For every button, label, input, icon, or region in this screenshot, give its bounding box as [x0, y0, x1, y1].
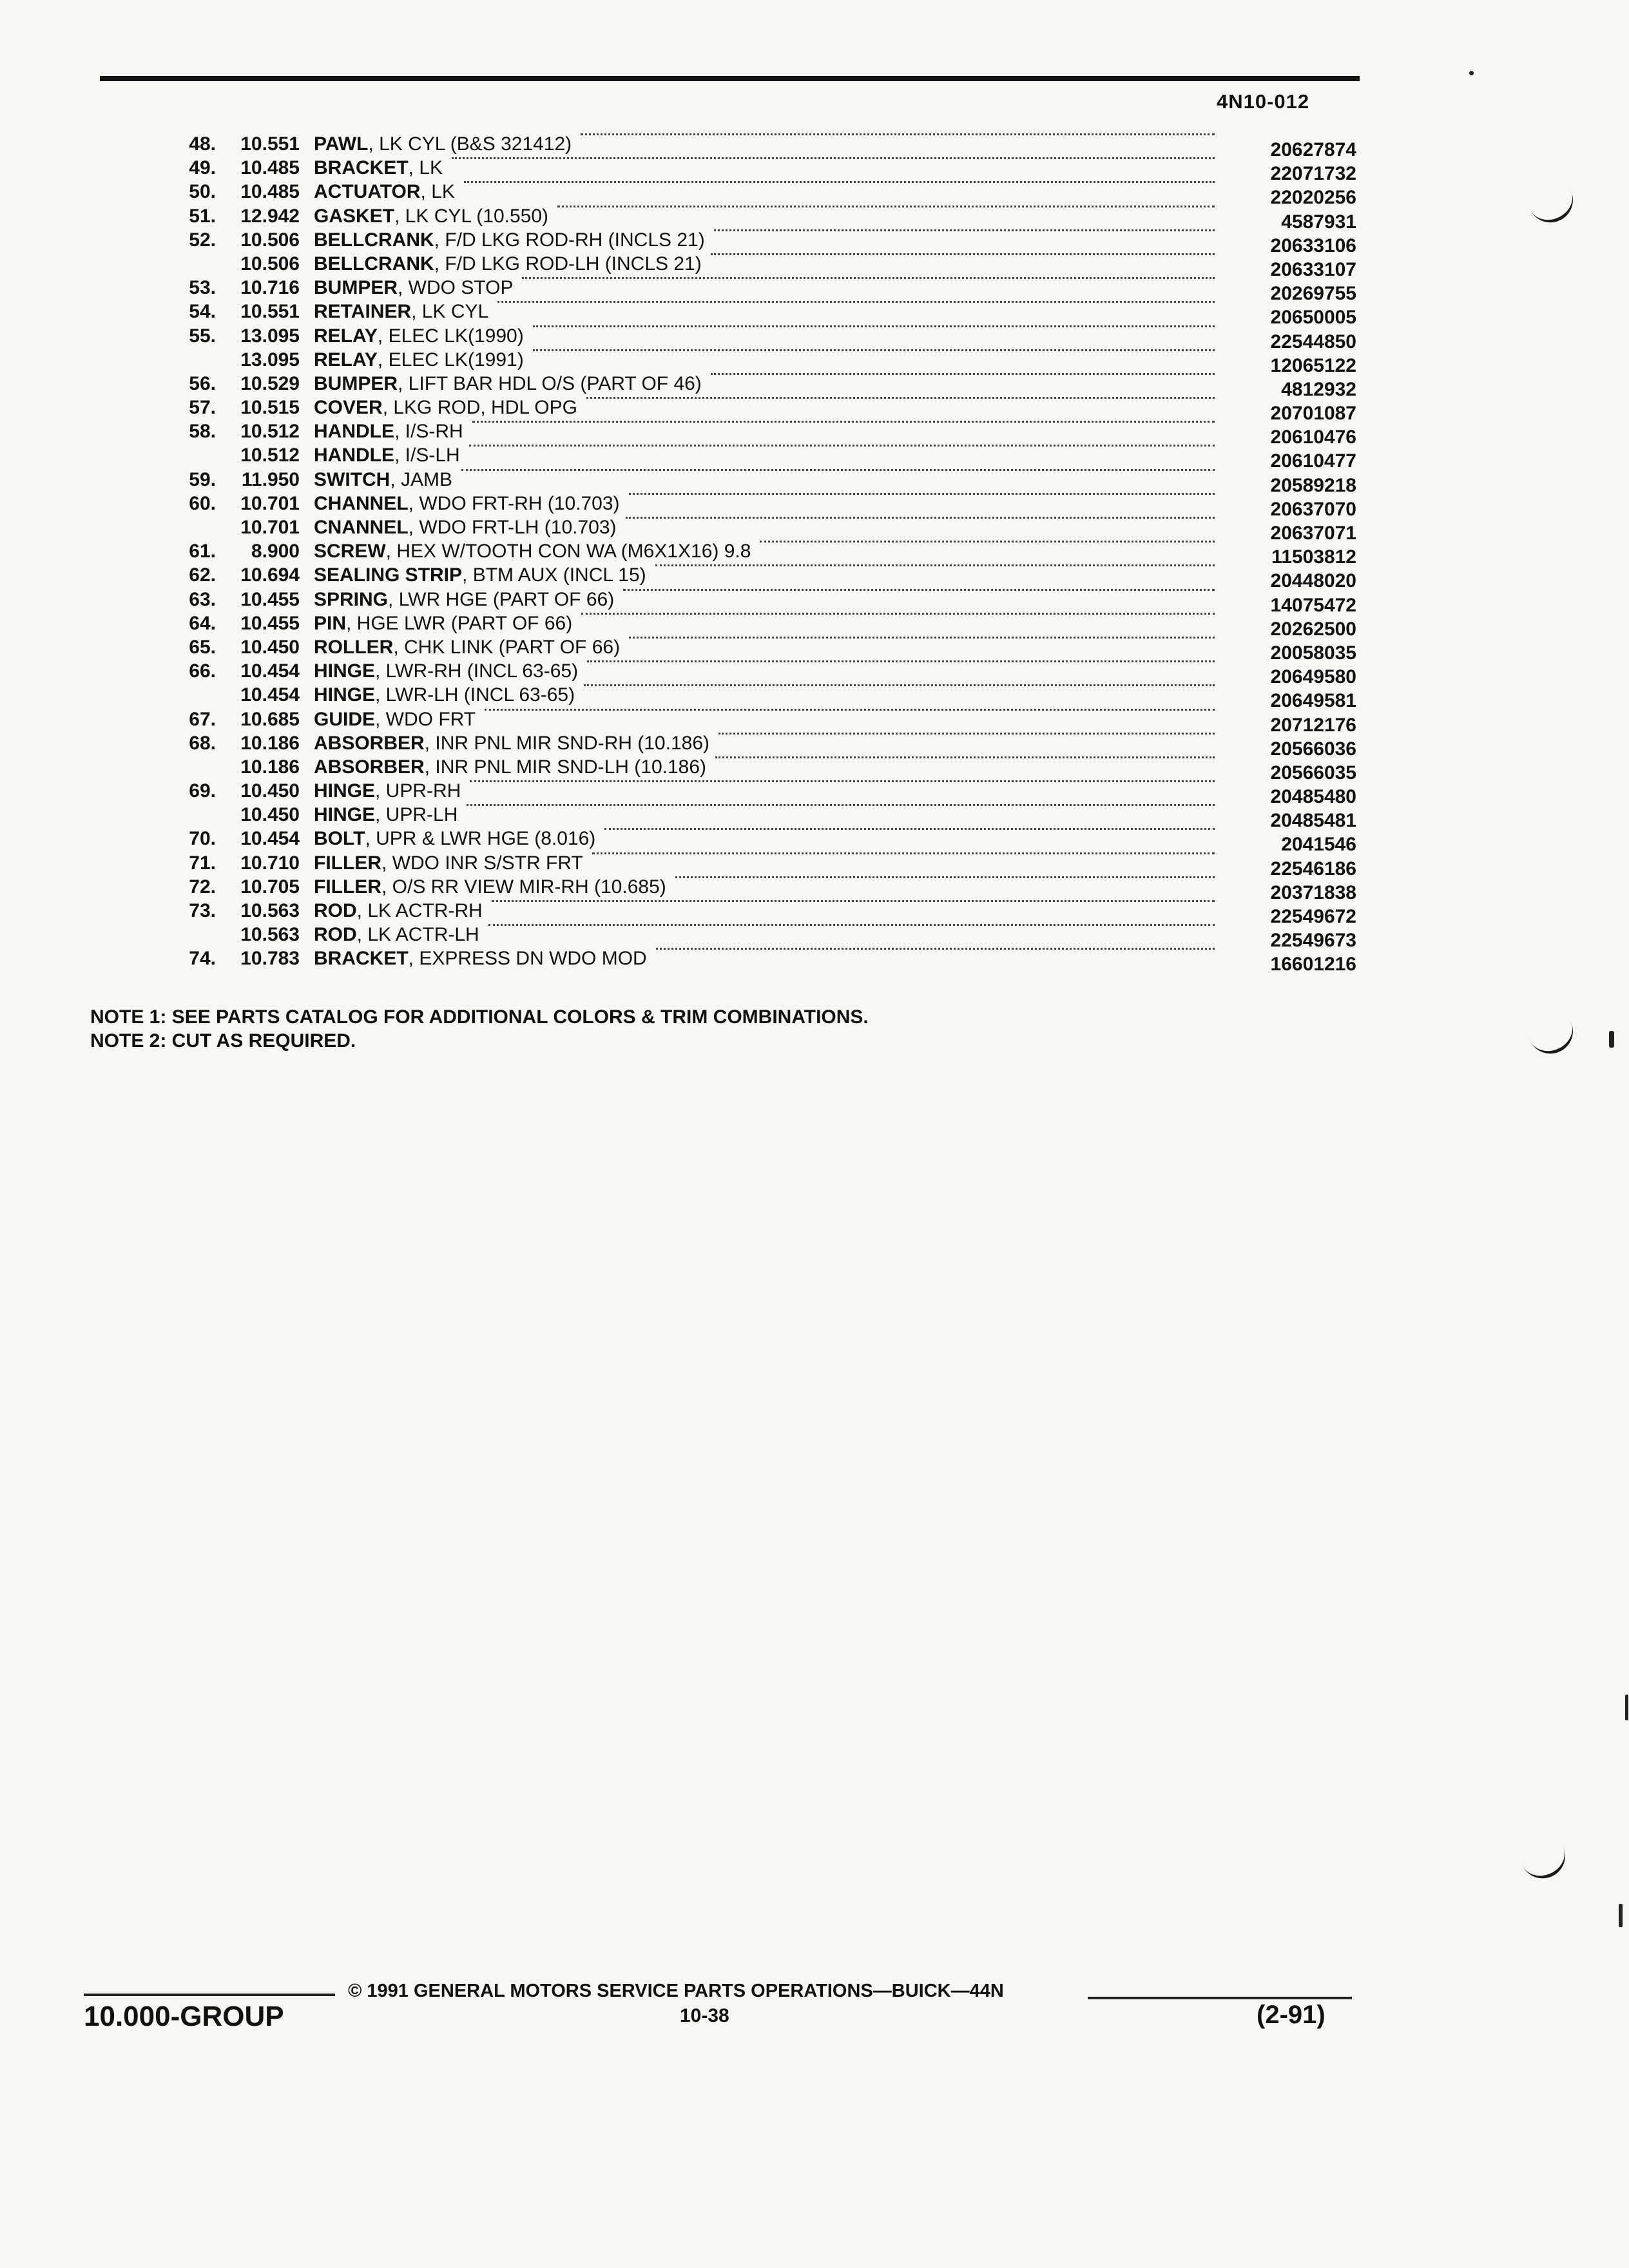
- part-description: [314, 659, 578, 683]
- part-number: 20566036: [1270, 738, 1356, 760]
- part-qualifier: , I/S-LH: [394, 445, 460, 466]
- part-name: ABSORBER: [314, 732, 425, 754]
- part-row: [0, 588, 1629, 616]
- item-number: 55.: [189, 325, 216, 347]
- group-number: 10.450: [240, 636, 300, 658]
- notes: [90, 1005, 869, 1053]
- dot-leader: [586, 396, 1215, 399]
- part-number: 22020256: [1270, 187, 1356, 209]
- part-number: 20485480: [1270, 786, 1356, 808]
- item-number: 63.: [189, 588, 216, 610]
- part-name: HINGE: [314, 780, 376, 802]
- part-qualifier: , LK CYL (10.550): [394, 205, 549, 227]
- part-description: [314, 851, 583, 875]
- part-row: [0, 803, 1629, 832]
- group-number: 10.710: [240, 852, 300, 874]
- part-description: [314, 348, 524, 372]
- part-number: 20633106: [1270, 235, 1356, 256]
- binder-hole-mark: [1522, 1004, 1581, 1061]
- dot-leader: [718, 731, 1215, 735]
- dot-leader: [675, 875, 1215, 878]
- group-number: 10.529: [240, 372, 300, 394]
- group-number: 10.783: [240, 948, 300, 970]
- part-qualifier: , WDO INR S/STR FRT: [381, 852, 583, 874]
- part-name: CHANNEL: [314, 492, 409, 514]
- part-qualifier: , INR PNL MIR SND-LH (10.186): [424, 756, 707, 778]
- part-description: [314, 276, 513, 300]
- item-number: 58.: [189, 421, 216, 443]
- dot-leader: [715, 755, 1215, 758]
- part-qualifier: , F/D LKG ROD-LH (INCLS 21): [434, 253, 702, 274]
- part-row: [0, 180, 1629, 209]
- dot-leader: [592, 851, 1215, 854]
- item-number: 61.: [189, 541, 216, 562]
- dot-leader: [655, 563, 1215, 566]
- part-number: 12065122: [1270, 354, 1356, 376]
- part-name: SPRING: [314, 588, 389, 610]
- dot-leader: [467, 803, 1215, 806]
- part-name: ROLLER: [314, 636, 394, 658]
- part-row: [0, 348, 1629, 376]
- item-number: 49.: [189, 157, 216, 179]
- part-description: [314, 443, 460, 467]
- part-row: [0, 563, 1629, 592]
- part-name: GASKET: [314, 205, 395, 227]
- part-name: ROD: [314, 900, 357, 921]
- part-number: 22071732: [1270, 163, 1356, 185]
- part-row: [0, 228, 1629, 256]
- part-number: 20589218: [1270, 474, 1356, 496]
- item-number: 54.: [189, 301, 216, 323]
- group-number: 10.454: [240, 660, 300, 682]
- part-name: SCREW: [314, 541, 386, 562]
- part-qualifier: , LK: [408, 157, 443, 179]
- group-number: 11.950: [241, 468, 300, 490]
- part-name: BRACKET: [314, 948, 409, 970]
- dot-leader: [581, 611, 1215, 615]
- group-number: 13.095: [240, 325, 300, 347]
- part-name: SEALING STRIP: [314, 564, 463, 586]
- part-description: [314, 156, 443, 180]
- part-qualifier: , WDO FRT-LH (10.703): [408, 517, 617, 538]
- item-number: 56.: [189, 372, 216, 394]
- part-name: SWITCH: [314, 468, 390, 490]
- footer-page-number: 10-38: [680, 2005, 729, 2026]
- part-row: [0, 923, 1629, 952]
- part-number: 11503812: [1271, 546, 1356, 568]
- group-number: 10.450: [240, 804, 300, 826]
- part-number: 22544850: [1270, 331, 1356, 352]
- part-description: [314, 947, 647, 970]
- part-description: [314, 228, 705, 252]
- item-number: 52.: [189, 229, 216, 251]
- group-number: 10.694: [240, 564, 300, 586]
- part-qualifier: , WDO FRT: [375, 708, 476, 730]
- part-description: [314, 755, 706, 779]
- part-number: 2041546: [1281, 834, 1356, 856]
- part-name: BUMPER: [314, 277, 398, 299]
- part-description: [314, 875, 666, 899]
- part-description: [314, 252, 702, 276]
- dot-leader: [469, 443, 1215, 447]
- item-number: 50.: [189, 181, 216, 203]
- part-number: 20637071: [1270, 523, 1356, 544]
- dot-leader: [470, 779, 1215, 782]
- top-rule: [100, 76, 1360, 81]
- dot-leader: [584, 683, 1215, 686]
- part-description: [314, 731, 709, 755]
- part-row: [0, 156, 1629, 185]
- group-number: 8.900: [251, 541, 300, 562]
- part-qualifier: , LWR-LH (INCL 63-65): [375, 684, 575, 706]
- part-description: [314, 899, 483, 923]
- part-number: 22549673: [1270, 930, 1356, 952]
- note-line: NOTE 1: SEE PARTS CATALOG FOR ADDITIONAL COLORS & TRIM COMBINATIONS.: [90, 1006, 869, 1028]
- group-number: 10.701: [240, 492, 300, 514]
- dot-leader: [497, 300, 1215, 303]
- part-row: [0, 875, 1629, 903]
- item-number: 67.: [189, 708, 216, 730]
- part-row: [0, 132, 1629, 160]
- dot-leader: [623, 588, 1215, 591]
- part-qualifier: , UPR-LH: [375, 804, 458, 826]
- part-number: 20485481: [1270, 810, 1356, 832]
- part-number: 20637070: [1270, 498, 1356, 520]
- part-qualifier: , HEX W/TOOTH CON WA (M6X1X16) 9.8: [385, 541, 751, 562]
- group-number: 12.942: [240, 205, 300, 227]
- part-row: [0, 755, 1629, 783]
- dot-leader: [714, 228, 1215, 231]
- part-row: [0, 611, 1629, 640]
- part-name: RETAINER: [314, 301, 412, 323]
- part-qualifier: , F/D LKG ROD-RH (INCLS 21): [434, 229, 705, 251]
- part-qualifier: , LK CYL (B&S 321412): [368, 133, 572, 155]
- dot-leader: [581, 132, 1215, 135]
- dot-leader: [557, 204, 1215, 207]
- part-row: [0, 372, 1629, 400]
- part-description: [314, 803, 458, 827]
- part-qualifier: , LK ACTR-LH: [356, 924, 479, 946]
- part-number: 20649581: [1270, 690, 1356, 712]
- part-row: [0, 851, 1629, 879]
- group-number: 10.563: [240, 900, 300, 921]
- note-line: NOTE 2: CUT AS REQUIRED.: [90, 1030, 356, 1052]
- group-number: 10.701: [240, 517, 300, 538]
- item-number: 53.: [189, 277, 216, 299]
- dot-leader: [711, 252, 1215, 255]
- group-number: 10.551: [240, 133, 300, 155]
- speck: [1625, 1695, 1628, 1720]
- dot-leader: [711, 372, 1215, 375]
- speck: [1619, 1904, 1623, 1927]
- group-number: 10.512: [240, 421, 300, 443]
- dot-leader: [472, 419, 1215, 423]
- part-number: 20610477: [1270, 450, 1356, 472]
- part-name: GUIDE: [314, 708, 376, 730]
- group-number: 10.454: [240, 828, 300, 850]
- part-qualifier: , HGE LWR (PART OF 66): [346, 612, 573, 634]
- part-name: HANDLE: [314, 445, 394, 466]
- group-number: 10.186: [240, 756, 300, 778]
- item-number: 72.: [189, 876, 216, 898]
- footer-date: (2-91): [1257, 2001, 1325, 2029]
- part-row: [0, 827, 1629, 856]
- part-number: 20701087: [1270, 403, 1356, 425]
- group-number: 10.506: [240, 229, 300, 251]
- part-number: 20712176: [1270, 714, 1356, 736]
- part-row: [0, 779, 1629, 808]
- footer-group-label: 10.000-GROUP: [84, 2001, 284, 2032]
- part-qualifier: , UPR & LWR HGE (8.016): [365, 828, 596, 850]
- item-number: 70.: [189, 828, 216, 850]
- part-qualifier: , LWR-RH (INCL 63-65): [375, 660, 579, 682]
- dot-leader: [533, 348, 1215, 351]
- part-number: 20371838: [1270, 881, 1356, 903]
- part-number: 20627874: [1270, 139, 1356, 160]
- part-qualifier: , LKG ROD, HDL OPG: [382, 397, 577, 419]
- dot-leader: [522, 276, 1215, 279]
- part-name: COVER: [314, 397, 383, 419]
- part-name: CNANNEL: [314, 517, 409, 538]
- dot-leader: [604, 827, 1215, 830]
- part-number: 14075472: [1270, 594, 1356, 616]
- part-number: 22546186: [1270, 858, 1356, 879]
- part-number: 20566035: [1270, 762, 1356, 783]
- group-number: 10.512: [240, 445, 300, 466]
- part-name: HANDLE: [314, 421, 394, 443]
- part-qualifier: , ELEC LK(1990): [377, 325, 524, 347]
- part-row: [0, 947, 1629, 975]
- item-number: 71.: [189, 852, 216, 874]
- item-number: 68.: [189, 732, 216, 754]
- dot-leader: [629, 492, 1215, 495]
- part-qualifier: , LWR HGE (PART OF 66): [388, 588, 615, 610]
- dot-leader: [760, 539, 1215, 543]
- part-description: [314, 611, 572, 635]
- part-description: [314, 132, 572, 156]
- part-number: 20058035: [1270, 642, 1356, 664]
- part-qualifier: , BTM AUX (INCL 15): [462, 564, 646, 586]
- item-number: 69.: [189, 780, 216, 802]
- part-row: [0, 899, 1629, 927]
- item-number: 65.: [189, 636, 216, 658]
- group-number: 10.485: [240, 181, 300, 203]
- dot-leader: [464, 180, 1215, 183]
- part-number: 20448020: [1270, 570, 1356, 592]
- part-description: [314, 563, 646, 587]
- part-description: [314, 419, 463, 443]
- item-number: 57.: [189, 397, 216, 419]
- part-name: BRACKET: [314, 157, 409, 179]
- item-number: 64.: [189, 612, 216, 634]
- part-name: BELLCRANK: [314, 253, 434, 274]
- part-number: 16601216: [1270, 954, 1356, 975]
- part-description: [314, 515, 617, 539]
- dot-leader: [629, 635, 1215, 639]
- group-number: 10.705: [240, 876, 300, 898]
- item-number: 62.: [189, 564, 216, 586]
- part-number: 22549672: [1270, 906, 1356, 927]
- part-name: HINGE: [314, 804, 376, 826]
- part-description: [314, 204, 548, 228]
- part-description: [314, 635, 620, 659]
- item-number: 66.: [189, 660, 216, 682]
- part-row: [0, 539, 1629, 568]
- part-row: [0, 515, 1629, 544]
- part-row: [0, 324, 1629, 352]
- part-description: [314, 180, 455, 204]
- dot-leader: [656, 947, 1215, 950]
- part-name: ACTUATOR: [314, 181, 421, 203]
- group-number: 10.515: [240, 397, 300, 419]
- part-qualifier: , LK: [420, 181, 455, 203]
- item-number: 48.: [189, 133, 216, 155]
- speck: [1469, 71, 1474, 75]
- speck: [1609, 1031, 1614, 1048]
- part-row: [0, 300, 1629, 329]
- part-qualifier: , WDO FRT-RH (10.703): [408, 492, 620, 514]
- part-row: [0, 443, 1629, 472]
- part-number: 20269755: [1270, 283, 1356, 305]
- part-description: [314, 707, 476, 731]
- group-number: 10.551: [240, 301, 300, 323]
- part-description: [314, 396, 577, 419]
- part-description: [314, 300, 488, 323]
- group-number: 10.563: [240, 924, 300, 946]
- part-row: [0, 683, 1629, 712]
- part-name: HINGE: [314, 660, 376, 682]
- part-row: [0, 468, 1629, 496]
- item-number: 73.: [189, 900, 216, 921]
- part-qualifier: , UPR-RH: [375, 780, 461, 802]
- part-qualifier: , LK CYL: [411, 301, 489, 323]
- item-number: 51.: [189, 205, 216, 227]
- part-name: ROD: [314, 924, 357, 946]
- part-row: [0, 731, 1629, 760]
- part-description: [314, 923, 479, 947]
- part-description: [314, 539, 751, 563]
- dot-leader: [626, 515, 1215, 519]
- item-number: 60.: [189, 492, 216, 514]
- part-qualifier: , LK ACTR-RH: [356, 900, 483, 921]
- group-number: 10.450: [240, 780, 300, 802]
- part-name: ABSORBER: [314, 756, 425, 778]
- part-row: [0, 252, 1629, 280]
- group-number: 10.454: [240, 684, 300, 706]
- part-row: [0, 707, 1629, 736]
- footer-rule-left: [84, 1994, 335, 1996]
- part-qualifier: , CHK LINK (PART OF 66): [393, 636, 621, 658]
- part-qualifier: , ELEC LK(1991): [377, 349, 524, 370]
- part-name: BOLT: [314, 828, 365, 850]
- part-description: [314, 372, 702, 396]
- dot-leader: [587, 659, 1215, 662]
- part-name: RELAY: [314, 325, 378, 347]
- part-qualifier: , INR PNL MIR SND-RH (10.186): [424, 732, 709, 754]
- parts-list: [0, 132, 1629, 975]
- part-description: [314, 827, 595, 850]
- dot-leader: [485, 707, 1215, 711]
- part-number: 20649580: [1270, 666, 1356, 688]
- part-qualifier: , EXPRESS DN WDO MOD: [408, 948, 647, 970]
- item-number: 74.: [189, 948, 216, 970]
- part-row: [0, 204, 1629, 233]
- group-number: 10.506: [240, 253, 300, 274]
- footer-rule-right: [1088, 1997, 1352, 1999]
- group-number: 10.455: [240, 588, 300, 610]
- group-number: 13.095: [240, 349, 300, 370]
- part-number: 4587931: [1281, 211, 1356, 233]
- binder-hole-mark: [1514, 1829, 1573, 1885]
- part-number: 20650005: [1270, 307, 1356, 329]
- part-description: [314, 324, 524, 348]
- group-number: 10.716: [240, 277, 300, 299]
- dot-leader: [452, 156, 1215, 159]
- dot-leader: [461, 468, 1215, 471]
- part-number: 4812932: [1281, 378, 1356, 400]
- part-row: [0, 419, 1629, 448]
- part-number: 20633107: [1270, 258, 1356, 280]
- part-row: [0, 276, 1629, 305]
- item-number: 59.: [189, 468, 216, 490]
- part-name: BELLCRANK: [314, 229, 434, 251]
- part-row: [0, 635, 1629, 664]
- group-number: 10.186: [240, 732, 300, 754]
- part-description: [314, 468, 452, 492]
- part-name: PIN: [314, 612, 347, 634]
- dot-leader: [533, 324, 1215, 327]
- part-number: 20610476: [1270, 427, 1356, 448]
- part-qualifier: , O/S RR VIEW MIR-RH (10.685): [381, 876, 666, 898]
- part-name: RELAY: [314, 349, 378, 370]
- part-qualifier: , I/S-RH: [394, 421, 463, 443]
- part-description: [314, 779, 461, 803]
- part-description: [314, 588, 614, 611]
- part-name: FILLER: [314, 876, 381, 898]
- part-description: [314, 683, 575, 707]
- group-number: 10.485: [240, 157, 300, 179]
- part-row: [0, 492, 1629, 520]
- dot-leader: [492, 899, 1215, 902]
- group-number: 10.685: [240, 708, 300, 730]
- part-qualifier: , LIFT BAR HDL O/S (PART OF 46): [398, 372, 702, 394]
- footer-copyright: © 1991 GENERAL MOTORS SERVICE PARTS OPERATIONS—BUICK—44N: [348, 1981, 1004, 2001]
- part-name: FILLER: [314, 852, 381, 874]
- part-row: [0, 396, 1629, 425]
- group-number: 10.455: [240, 612, 300, 634]
- part-qualifier: , WDO STOP: [398, 277, 514, 299]
- part-name: BUMPER: [314, 372, 398, 394]
- page-code: 4N10-012: [1217, 90, 1310, 113]
- part-name: PAWL: [314, 133, 369, 155]
- part-description: [314, 492, 620, 515]
- part-row: [0, 659, 1629, 688]
- dot-leader: [488, 923, 1215, 926]
- part-qualifier: , JAMB: [390, 468, 453, 490]
- part-number: 20262500: [1270, 618, 1356, 640]
- part-name: HINGE: [314, 684, 376, 706]
